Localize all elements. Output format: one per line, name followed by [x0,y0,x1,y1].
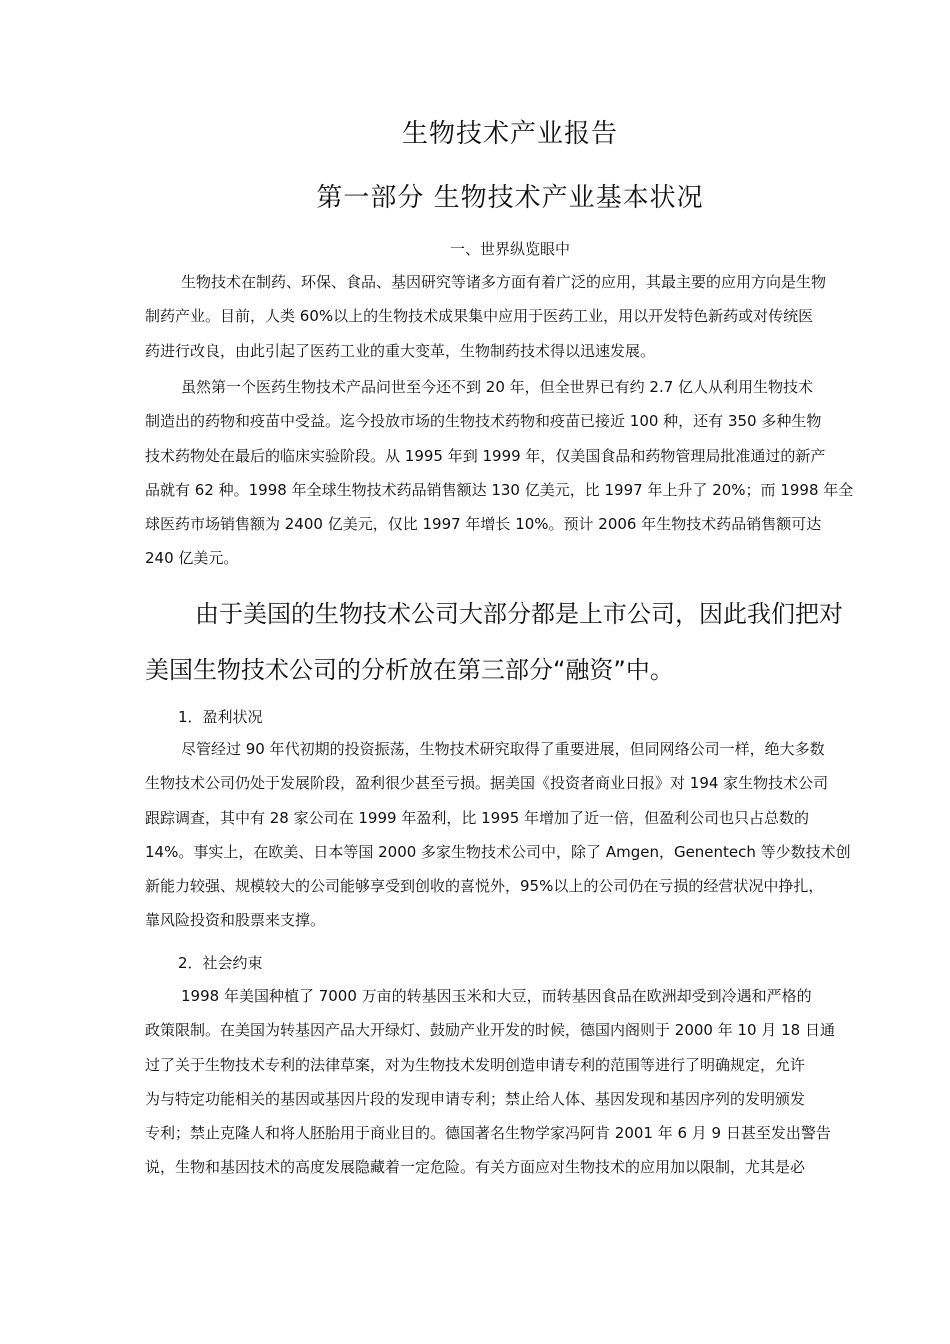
text-line: 虽然第一个医药生物技术产品问世至今还不到 20 年，但全世界已有约 2.7 亿人从利用生物技术 [181,378,814,396]
text-line: 过了关于生物技术专利的法律草案，对为生物技术发明创造申请专利的范围等进行了明确规定，允许 [145,1055,806,1074]
text-line: 14%。事实上，在欧美、日本等国 2000 多家生物技术公司中，除了 Amgen，Genentech 等少数技术创 [145,842,851,861]
part-title: 第一部分 生物技术产业基本状况 [316,183,704,213]
section-heading: 一、世界纵览眼中 [449,240,570,258]
text-line: 专利；禁止克隆人和将人胚胎用于商业目的。德国著名生物学家冯阿肯 2001 年 6 月 9 日甚至发出警告 [145,1124,831,1143]
text-line: 新能力较强、规模较大的公司能够享受到创收的喜悦外，95%以上的公司仍在亏损的经营状况中挣扎， [145,877,824,896]
text-line: 品就有 62 种。1998 年全球生物技术药品销售额达 130 亿美元，比 1997 年上升了 20%；而 1998 年全 [145,480,854,499]
text-line: 1998 年美国种植了 7000 万亩的转基因玉米和大豆，而转基因食品在欧洲却受到冷遇和严格的 [181,987,812,1005]
text-line: 生物技术公司仍处于发展阶段，盈利很少甚至亏损。据美国《投资者商业日报》对 194 家生物技术公司 [145,774,829,793]
subheading-profit: 1．盈利状况 [178,708,263,726]
paragraph-1 [145,265,895,368]
text-line: 药进行改良，由此引起了医药工业的重大变革，生物制药技术得以迅速发展。 [145,341,656,360]
paragraph-2 [145,370,895,576]
subheading-social: 2．社会约束 [178,954,263,972]
text-line: 球医药市场销售额为 2400 亿美元，仅比 1997 年增长 10%。预计 2006 年生物技术药品销售额可达 [145,515,822,534]
text-line: 由于美国的生物技术公司大部分都是上市公司，因此我们把对 [195,600,843,628]
text-line: 政策限制。在美国为转基因产品大开绿灯、鼓励产业开发的时候，德国内阁则于 2000 年 10 月 18 日通 [145,1021,835,1040]
text-line: 跟踪调查，其中有 28 家公司在 1999 年盈利，比 1995 年增加了近一倍，但盈利公司也只占总数的 [145,808,810,827]
text-line: 240 亿美元。 [145,549,239,568]
text-line: 靠风险投资和股票来支撑。 [145,911,326,930]
text-line: 制药产业。目前，人类 60%以上的生物技术成果集中应用于医药工业，用以开发特色新药或对传统医 [145,307,814,326]
paragraph-4 [145,979,895,1185]
text-line: 尽管经过 90 年代初期的投资振荡，生物技术研究取得了重要进展，但同网络公司一样，绝大多数 [181,740,825,758]
large-paragraph [145,586,915,698]
text-line: 为与特定功能相关的基因或基因片段的发现申请专利；禁止给人体、基因发现和基因序列的发明颁发 [145,1089,806,1108]
text-line: 说，生物和基因技术的高度发展隐藏着一定危险。有关方面应对生物技术的应用加以限制，尤其是必 [145,1158,806,1177]
text-line: 制造出的药物和疫苗中受益。迄今投放市场的生物技术药物和疫苗已接近 100 种，还有 350 多种生物 [145,412,822,431]
text-line: 生物技术在制药、环保、食品、基因研究等诸多方面有着广泛的应用，其最主要的应用方向是生物 [181,273,827,291]
text-line: 美国生物技术公司的分析放在第三部分“融资”中。 [145,656,674,684]
paragraph-3 [145,732,895,938]
text-line: 技术药物处在最后的临床实验阶段。从 1995 年到 1999 年，仅美国食品和药物管理局批准通过的新产 [145,446,826,465]
document-title: 生物技术产业报告 [401,119,618,149]
